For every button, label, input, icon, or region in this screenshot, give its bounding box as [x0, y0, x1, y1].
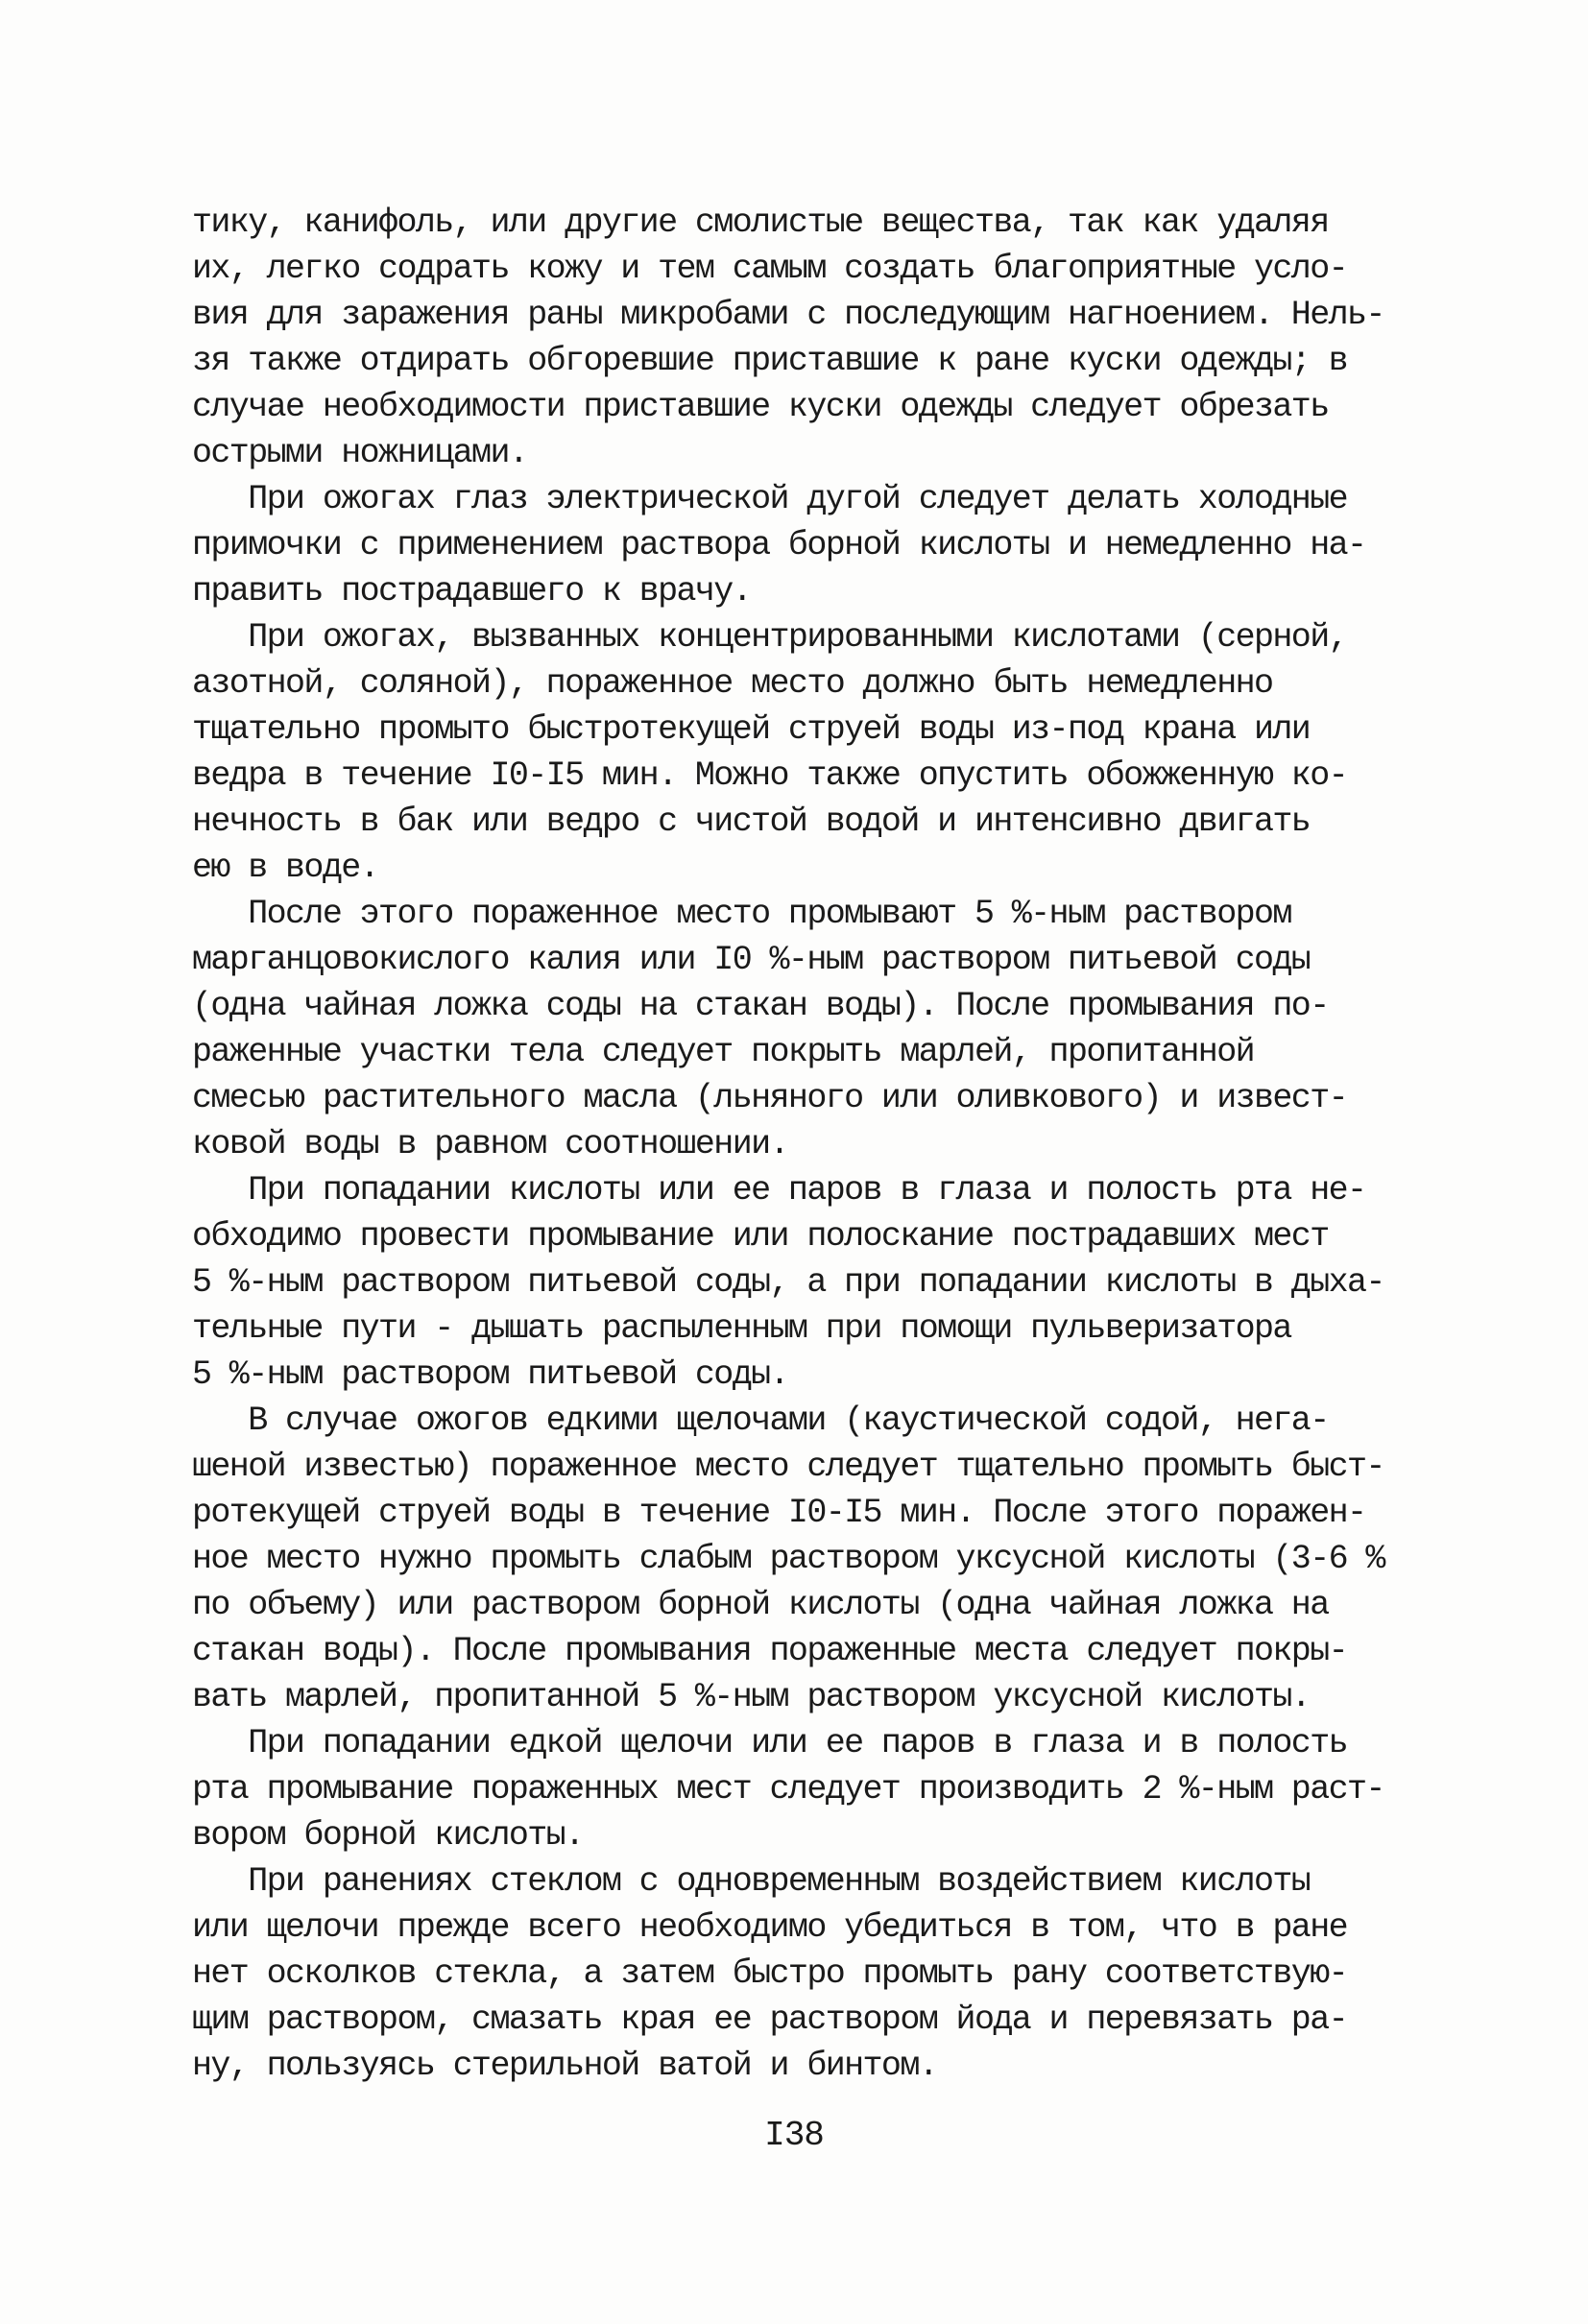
text-line: обходимо провести промывание или полоскание пострадавших мест: [192, 1217, 1329, 1256]
page-number: I38: [764, 2116, 824, 2155]
text-line: ное место нужно промыть слабым раствором уксусной кислоты (3-6 %: [192, 1540, 1384, 1578]
text-line: их, легко содрать кожу и тем самым создать благоприятные усло-: [192, 250, 1348, 288]
text-line: При ранениях стеклом с одновременным воздействием кислоты: [192, 1862, 1311, 1901]
text-line: тику, канифоль, или другие смолистые вещества, так как удаляя: [192, 204, 1329, 242]
text-line: В случае ожогов едкими щелочами (каустической содой, нега-: [192, 1402, 1329, 1440]
paragraph-6: [192, 1398, 1440, 1720]
text-line: вия для заражения раны микробами с последующим нагноением. Нель-: [192, 296, 1384, 334]
text-line: по объему) или раствором борной кислоты (одна чайная ложка на: [192, 1586, 1329, 1624]
text-line: При ожогах, вызванных концентрированными кислотами (серной,: [192, 618, 1348, 657]
text-line: марганцовокислого калия или I0 %-ным раствором питьевой соды: [192, 941, 1311, 979]
text-line: ковой воды в равном соотношении.: [192, 1125, 788, 1163]
text-line: нет осколков стекла, а затем быстро промыть рану соответствую-: [192, 1954, 1348, 1993]
text-line: тельные пути - дышать распыленным при помощи пульверизатора: [192, 1309, 1291, 1348]
text-line: шеной известью) пораженное место следует тщательно промыть быст-: [192, 1448, 1384, 1486]
text-line: острыми ножницами.: [192, 434, 528, 472]
text-line: нечность в бак или ведро с чистой водой и интенсивно двигать: [192, 803, 1311, 841]
paragraph-3: [192, 614, 1440, 891]
text-line: зя также отдирать обгоревшие приставшие к ране куски одежды; в: [192, 342, 1348, 380]
paragraph-8: [192, 1858, 1440, 2089]
text-line: тщательно промыто быстротекущей струей воды из-под крана или: [192, 710, 1311, 749]
text-line: смесью растительного масла (льняного или оливкового) и извест-: [192, 1079, 1348, 1117]
paragraph-4: [192, 891, 1440, 1167]
text-line: стакан воды). После промывания пораженные места следует покры-: [192, 1632, 1348, 1670]
text-line: 5 %-ным раствором питьевой соды.: [192, 1355, 788, 1394]
text-line: При ожогах глаз электрической дугой следует делать холодные: [192, 480, 1348, 518]
text-line: править пострадавшего к врачу.: [192, 572, 752, 611]
text-line: вором борной кислоты.: [192, 1816, 584, 1855]
text-line: При попадании едкой щелочи или ее паров в глаза и в полость: [192, 1724, 1348, 1762]
paragraph-2: [192, 476, 1440, 614]
text-line: ротекущей струей воды в течение I0-I5 мин. После этого поражен-: [192, 1494, 1366, 1532]
text-line: щим раствором, смазать края ее раствором йода и перевязать ра-: [192, 2001, 1348, 2039]
paragraph-7: [192, 1720, 1440, 1858]
text-line: 5 %-ным раствором питьевой соды, а при попадании кислоты в дыха-: [192, 1263, 1384, 1302]
text-line: раженные участки тела следует покрыть марлей, пропитанной: [192, 1033, 1254, 1071]
text-line: случае необходимости приставшие куски одежды следует обрезать: [192, 388, 1329, 426]
text-line: вать марлей, пропитанной 5 %-ным раствором уксусной кислоты.: [192, 1678, 1311, 1716]
text-line: ею в воде.: [192, 849, 379, 887]
text-line: После этого пораженное место промывают 5 %-ным раствором: [192, 895, 1291, 933]
text-line: При попадании кислоты или ее паров в глаза и полость рта не-: [192, 1171, 1366, 1210]
text-line: ведра в течение I0-I5 мин. Можно также опустить обожженную ко-: [192, 756, 1348, 795]
body-text: [192, 200, 1440, 2089]
text-line: или щелочи прежде всего необходимо убедиться в том, что в ране: [192, 1908, 1348, 1947]
text-line: примочки с применением раствора борной кислоты и немедленно на-: [192, 526, 1366, 564]
text-line: азотной, соляной), пораженное место должно быть немедленно: [192, 664, 1273, 703]
text-line: рта промывание пораженных мест следует производить 2 %-ным раст-: [192, 1770, 1384, 1809]
paragraph-5: [192, 1167, 1440, 1398]
paragraph-1: [192, 200, 1440, 476]
text-line: ну, пользуясь стерильной ватой и бинтом.: [192, 2047, 938, 2085]
text-line: (одна чайная ложка соды на стакан воды). После промывания по-: [192, 987, 1329, 1025]
